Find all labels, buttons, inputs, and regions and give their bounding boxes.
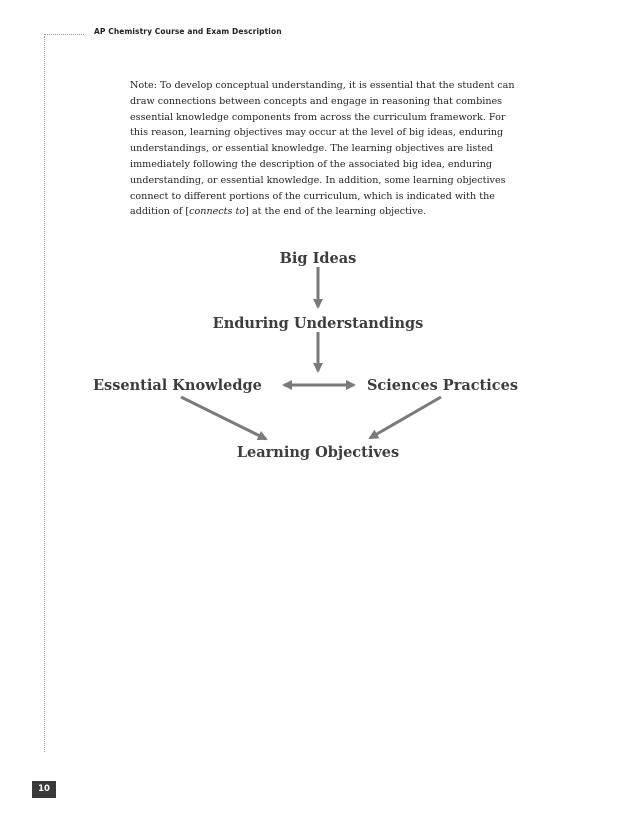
node-big-ideas: Big Ideas [279, 250, 357, 267]
note-italic-term: connects to [189, 206, 246, 218]
node-learning-objectives: Learning Objectives [236, 444, 400, 461]
running-header: AP Chemistry Course and Exam Description [94, 27, 282, 36]
node-enduring-understandings: Enduring Understandings [212, 315, 424, 332]
note-text: Note: To develop conceptual understanding, it is essential that the student can draw connections between concepts and engage in reasoning that combines essential knowledge components from across the curriculum framework. For this reason, learning objectives may occur at the level of big ideas, enduring understandings, or essential knowledge. The learning objectives are listed immediately following the description of the associated big idea, enduring understanding, or essential knowledge. In addition, some learning objectives connect to different portions of the curriculum, which is indicated with the addition of [ [130, 80, 515, 218]
page-number: 10 [32, 781, 56, 798]
node-essential-knowledge: Essential Knowledge [93, 377, 262, 394]
note-text-end: ] at the end of the learning objective. [245, 206, 427, 218]
arrow-knowledge-to-objectives [181, 397, 266, 439]
node-sciences-practices: Sciences Practices [366, 377, 518, 394]
arrow-practices-to-objectives [370, 397, 441, 438]
